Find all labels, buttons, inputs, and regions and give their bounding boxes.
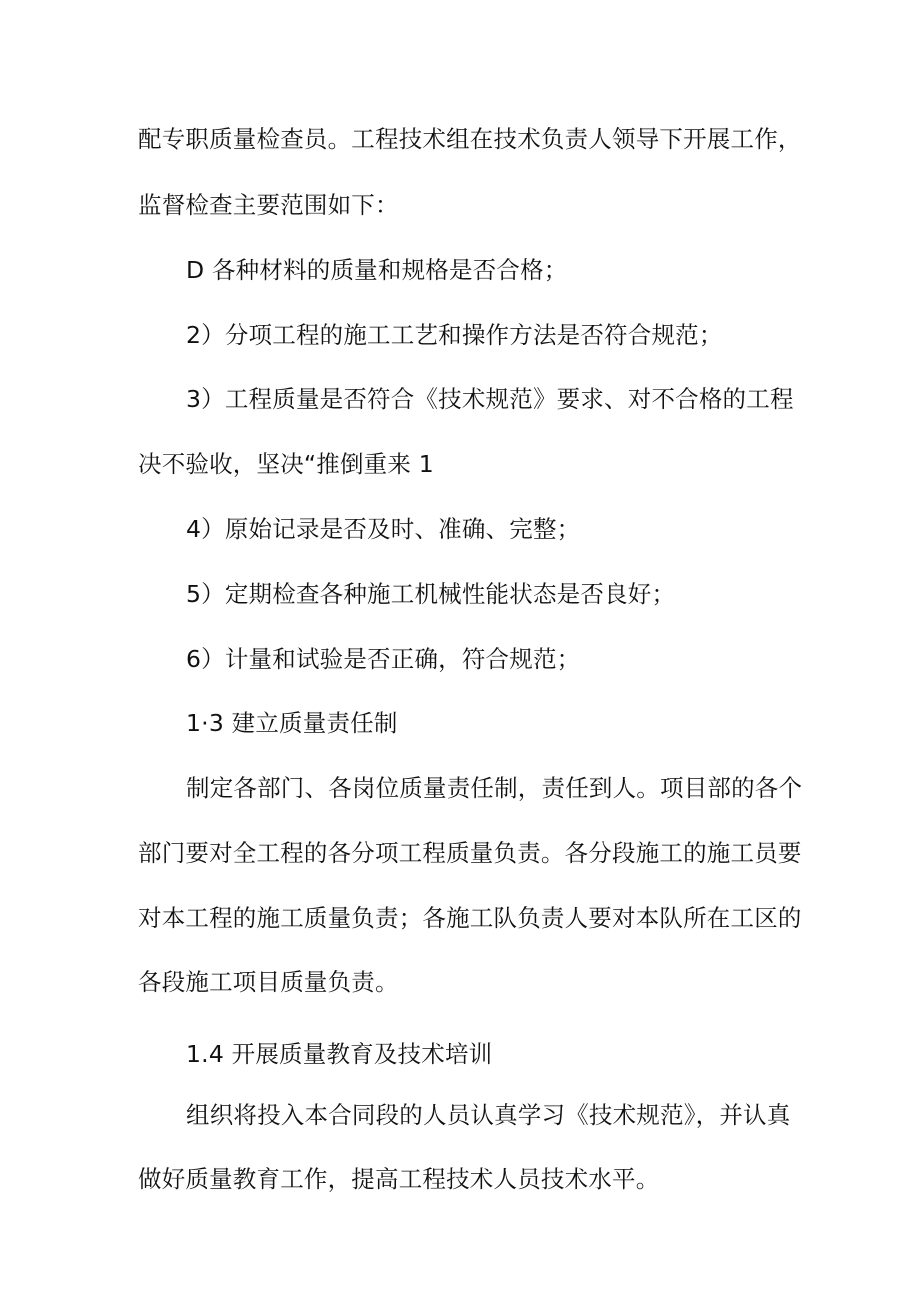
- paragraph-line: 做好质量教育工作，提高工程技术人员技术水平。: [138, 1165, 660, 1193]
- list-item: 6）计量和试验是否正确，符合规范；: [186, 645, 581, 673]
- paragraph-line: 配专职质量检查员。工程技术组在技术负责人领导下开展工作，: [138, 125, 802, 153]
- list-item: 2）分项工程的施工工艺和操作方法是否符合规范；: [186, 321, 723, 349]
- section-heading: 1.4 开展质量教育及技术培训: [186, 1040, 493, 1068]
- paragraph-line: 监督检查主要范围如下：: [138, 191, 399, 219]
- list-item-continuation: 决不验收，坚决“推倒重来 1: [138, 450, 434, 478]
- paragraph-line: 对本工程的施工质量负责；各施工队负责人要对本队所在工区的: [138, 904, 802, 932]
- paragraph-line: 部门要对全工程的各分项工程质量负责。各分段施工的施工员要: [138, 839, 802, 867]
- section-heading: 1·3 建立质量责任制: [186, 709, 398, 737]
- list-item: D 各种材料的质量和规格是否合格；: [186, 256, 568, 284]
- paragraph-line: 各段施工项目质量负责。: [138, 968, 399, 996]
- paragraph-line: 制定各部门、各岗位质量责任制，责任到人。项目部的各个: [186, 774, 803, 802]
- list-item: 4）原始记录是否及时、准确、完整；: [186, 515, 581, 543]
- list-item: 3）工程质量是否符合《技术规范》要求、对不合格的工程: [186, 385, 794, 413]
- paragraph-line: 组织将投入本合同段的人员认真学习《技术规范》，并认真: [186, 1101, 791, 1129]
- list-item: 5）定期检查各种施工机械性能状态是否良好；: [186, 580, 676, 608]
